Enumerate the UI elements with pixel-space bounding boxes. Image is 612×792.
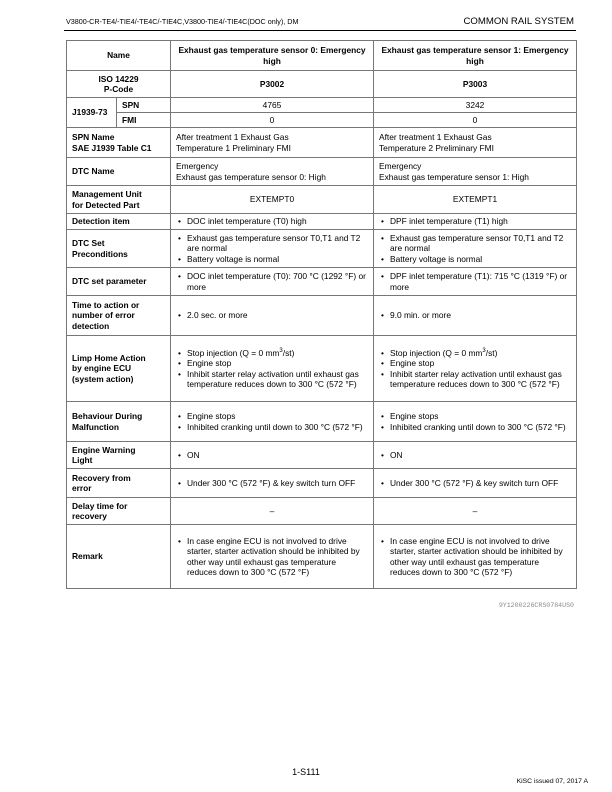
spn-value-1: 3242 (374, 98, 577, 113)
list-item: • Battery voltage is normal (176, 254, 368, 265)
table-row (67, 214, 577, 230)
recovery-label: Recovery from error (67, 469, 171, 498)
table-row (67, 336, 577, 402)
spn-name-label: SPN Name SAE J1939 Table C1 (67, 128, 171, 158)
dtc-param-value-1 (374, 268, 577, 296)
sensor1-header: Exhaust gas temperature sensor 1: Emergency high (374, 41, 577, 71)
fmi-value-1: 0 (374, 113, 577, 128)
table-row (67, 158, 577, 186)
name-header: Name (67, 41, 171, 71)
warning-label: Engine Warning Light (67, 442, 171, 469)
list-item: • ON (379, 450, 571, 461)
list-item: • Exhaust gas temperature sensor T0,T1 and T2 are normal (379, 233, 571, 254)
table-row (67, 230, 577, 268)
table-row (67, 71, 577, 98)
list-item: • Stop injection (Q = 0 $mm^3/st$) (176, 348, 368, 359)
dtc-name-value-1: Emergency Exhaust gas temperature sensor 1: High (374, 158, 577, 186)
dtc-param-value-0 (171, 268, 374, 296)
warning-value-0 (171, 442, 374, 469)
list-item: • DOC inlet temperature (T0): 700 °C (1292 °F) or more (176, 271, 368, 292)
list-item: • In case engine ECU is not involved to drive starter, starter activation should be inhibited by other way until exhaust gas temperature reduces down to 300 °C (572 °F) (379, 536, 571, 578)
remark-value-1 (374, 525, 577, 589)
table-row (67, 113, 577, 128)
dtc-name-value-0: Emergency Exhaust gas temperature sensor 0: High (171, 158, 374, 186)
table-row (67, 98, 577, 113)
page-number: 1-S111 (292, 767, 320, 777)
sensor0-header: Exhaust gas temperature sensor 0: Emergency high (171, 41, 374, 71)
table-row (67, 268, 577, 296)
spn-label: SPN (117, 98, 171, 113)
dtc-name-label: DTC Name (67, 158, 171, 186)
dtc-set-pre-value-0 (171, 230, 374, 268)
recovery-value-1 (374, 469, 577, 498)
list-item: • Inhibit starter relay activation until exhaust gas temperature reduces down to 300 °C (572 °F) (379, 369, 571, 390)
limp-home-value-0 (171, 336, 374, 402)
fmi-value-0: 0 (171, 113, 374, 128)
time-action-label: Time to action or number of error detection (67, 296, 171, 336)
remark-label: Remark (67, 525, 171, 589)
detection-value-1 (374, 214, 577, 230)
list-item: • Inhibited cranking until down to 300 °C (572 °F) (176, 422, 368, 433)
list-item: • Inhibit starter relay activation until exhaust gas temperature reduces down to 300 °C (572 °F) (176, 369, 368, 390)
behaviour-value-0 (171, 402, 374, 442)
pcode-value-0: P3002 (171, 71, 374, 98)
section-title: COMMON RAIL SYSTEM (463, 16, 574, 27)
list-item: • Inhibited cranking until down to 300 °C (572 °F) (379, 422, 571, 433)
dtc-table (66, 40, 577, 589)
table-row (67, 498, 577, 525)
mgmt-unit-value-1: EXTEMPT1 (374, 186, 577, 214)
reference-code: 9Y1200226CRS0784US0 (498, 602, 574, 609)
spn-name-value-1: After treatment 1 Exhaust Gas Temperature 2 Preliminary FMI (374, 128, 577, 158)
list-item: • Under 300 °C (572 °F) & key switch turn OFF (379, 478, 571, 489)
remark-value-0 (171, 525, 374, 589)
spn-value-0: 4765 (171, 98, 374, 113)
spn-name-value-0: After treatment 1 Exhaust Gas Temperature 1 Preliminary FMI (171, 128, 374, 158)
delay-value-0: – (171, 498, 374, 525)
detection-label: Detection item (67, 214, 171, 230)
delay-value-1: – (374, 498, 577, 525)
mgmt-unit-value-0: EXTEMPT0 (171, 186, 374, 214)
time-action-value-1 (374, 296, 577, 336)
list-item: • DPF inlet temperature (T1) high (379, 216, 571, 227)
behaviour-label: Behaviour During Malfunction (67, 402, 171, 442)
pcode-label: ISO 14229 P-Code (67, 71, 171, 98)
table-row (67, 128, 577, 158)
list-item: • Under 300 °C (572 °F) & key switch turn OFF (176, 478, 368, 489)
table-row (67, 186, 577, 214)
list-item: • DOC inlet temperature (T0) high (176, 216, 368, 227)
limp-home-value-1 (374, 336, 577, 402)
list-item: • 9.0 min. or more (379, 310, 571, 321)
detection-value-0 (171, 214, 374, 230)
recovery-value-0 (171, 469, 374, 498)
dtc-set-pre-value-1 (374, 230, 577, 268)
j1939-label: J1939-73 (67, 98, 117, 128)
behaviour-value-1 (374, 402, 577, 442)
dtc-set-pre-label: DTC Set Preconditions (67, 230, 171, 268)
table-row (67, 442, 577, 469)
list-item: • DPF inlet temperature (T1): 715 °C (1319 °F) or more (379, 271, 571, 292)
list-item: • Stop injection (Q = 0 $mm^3/st$) (379, 348, 571, 359)
table-row (67, 525, 577, 589)
list-item: • Engine stop (176, 358, 368, 369)
warning-value-1 (374, 442, 577, 469)
list-item: • ON (176, 450, 368, 461)
list-item: • Engine stop (379, 358, 571, 369)
issue-note: KiSC issued 07, 2017 A (516, 778, 588, 785)
list-item: • Engine stops (176, 411, 368, 422)
limp-home-label: Limp Home Action by engine ECU (system action) (67, 336, 171, 402)
list-item: • Engine stops (379, 411, 571, 422)
header-rule (64, 30, 576, 31)
fmi-label: FMI (117, 113, 171, 128)
list-item: • Exhaust gas temperature sensor T0,T1 and T2 are normal (176, 233, 368, 254)
document-title: V3800-CR-TE4/-TIE4/-TE4C/-TIE4C,V3800-TIE4/-TIE4C(DOC only), DM (66, 17, 299, 26)
table-row (67, 402, 577, 442)
table-row (67, 296, 577, 336)
list-item: • In case engine ECU is not involved to drive starter, starter activation should be inhibited by other way until exhaust gas temperature reduces down to 300 °C (572 °F) (176, 536, 368, 578)
list-item: • Battery voltage is normal (379, 254, 571, 265)
pcode-value-1: P3003 (374, 71, 577, 98)
list-item: • 2.0 sec. or more (176, 310, 368, 321)
table-row (67, 469, 577, 498)
dtc-param-label: DTC set parameter (67, 268, 171, 296)
table-row (67, 41, 577, 71)
delay-label: Delay time for recovery (67, 498, 171, 525)
mgmt-unit-label: Management Unit for Detected Part (67, 186, 171, 214)
time-action-value-0 (171, 296, 374, 336)
